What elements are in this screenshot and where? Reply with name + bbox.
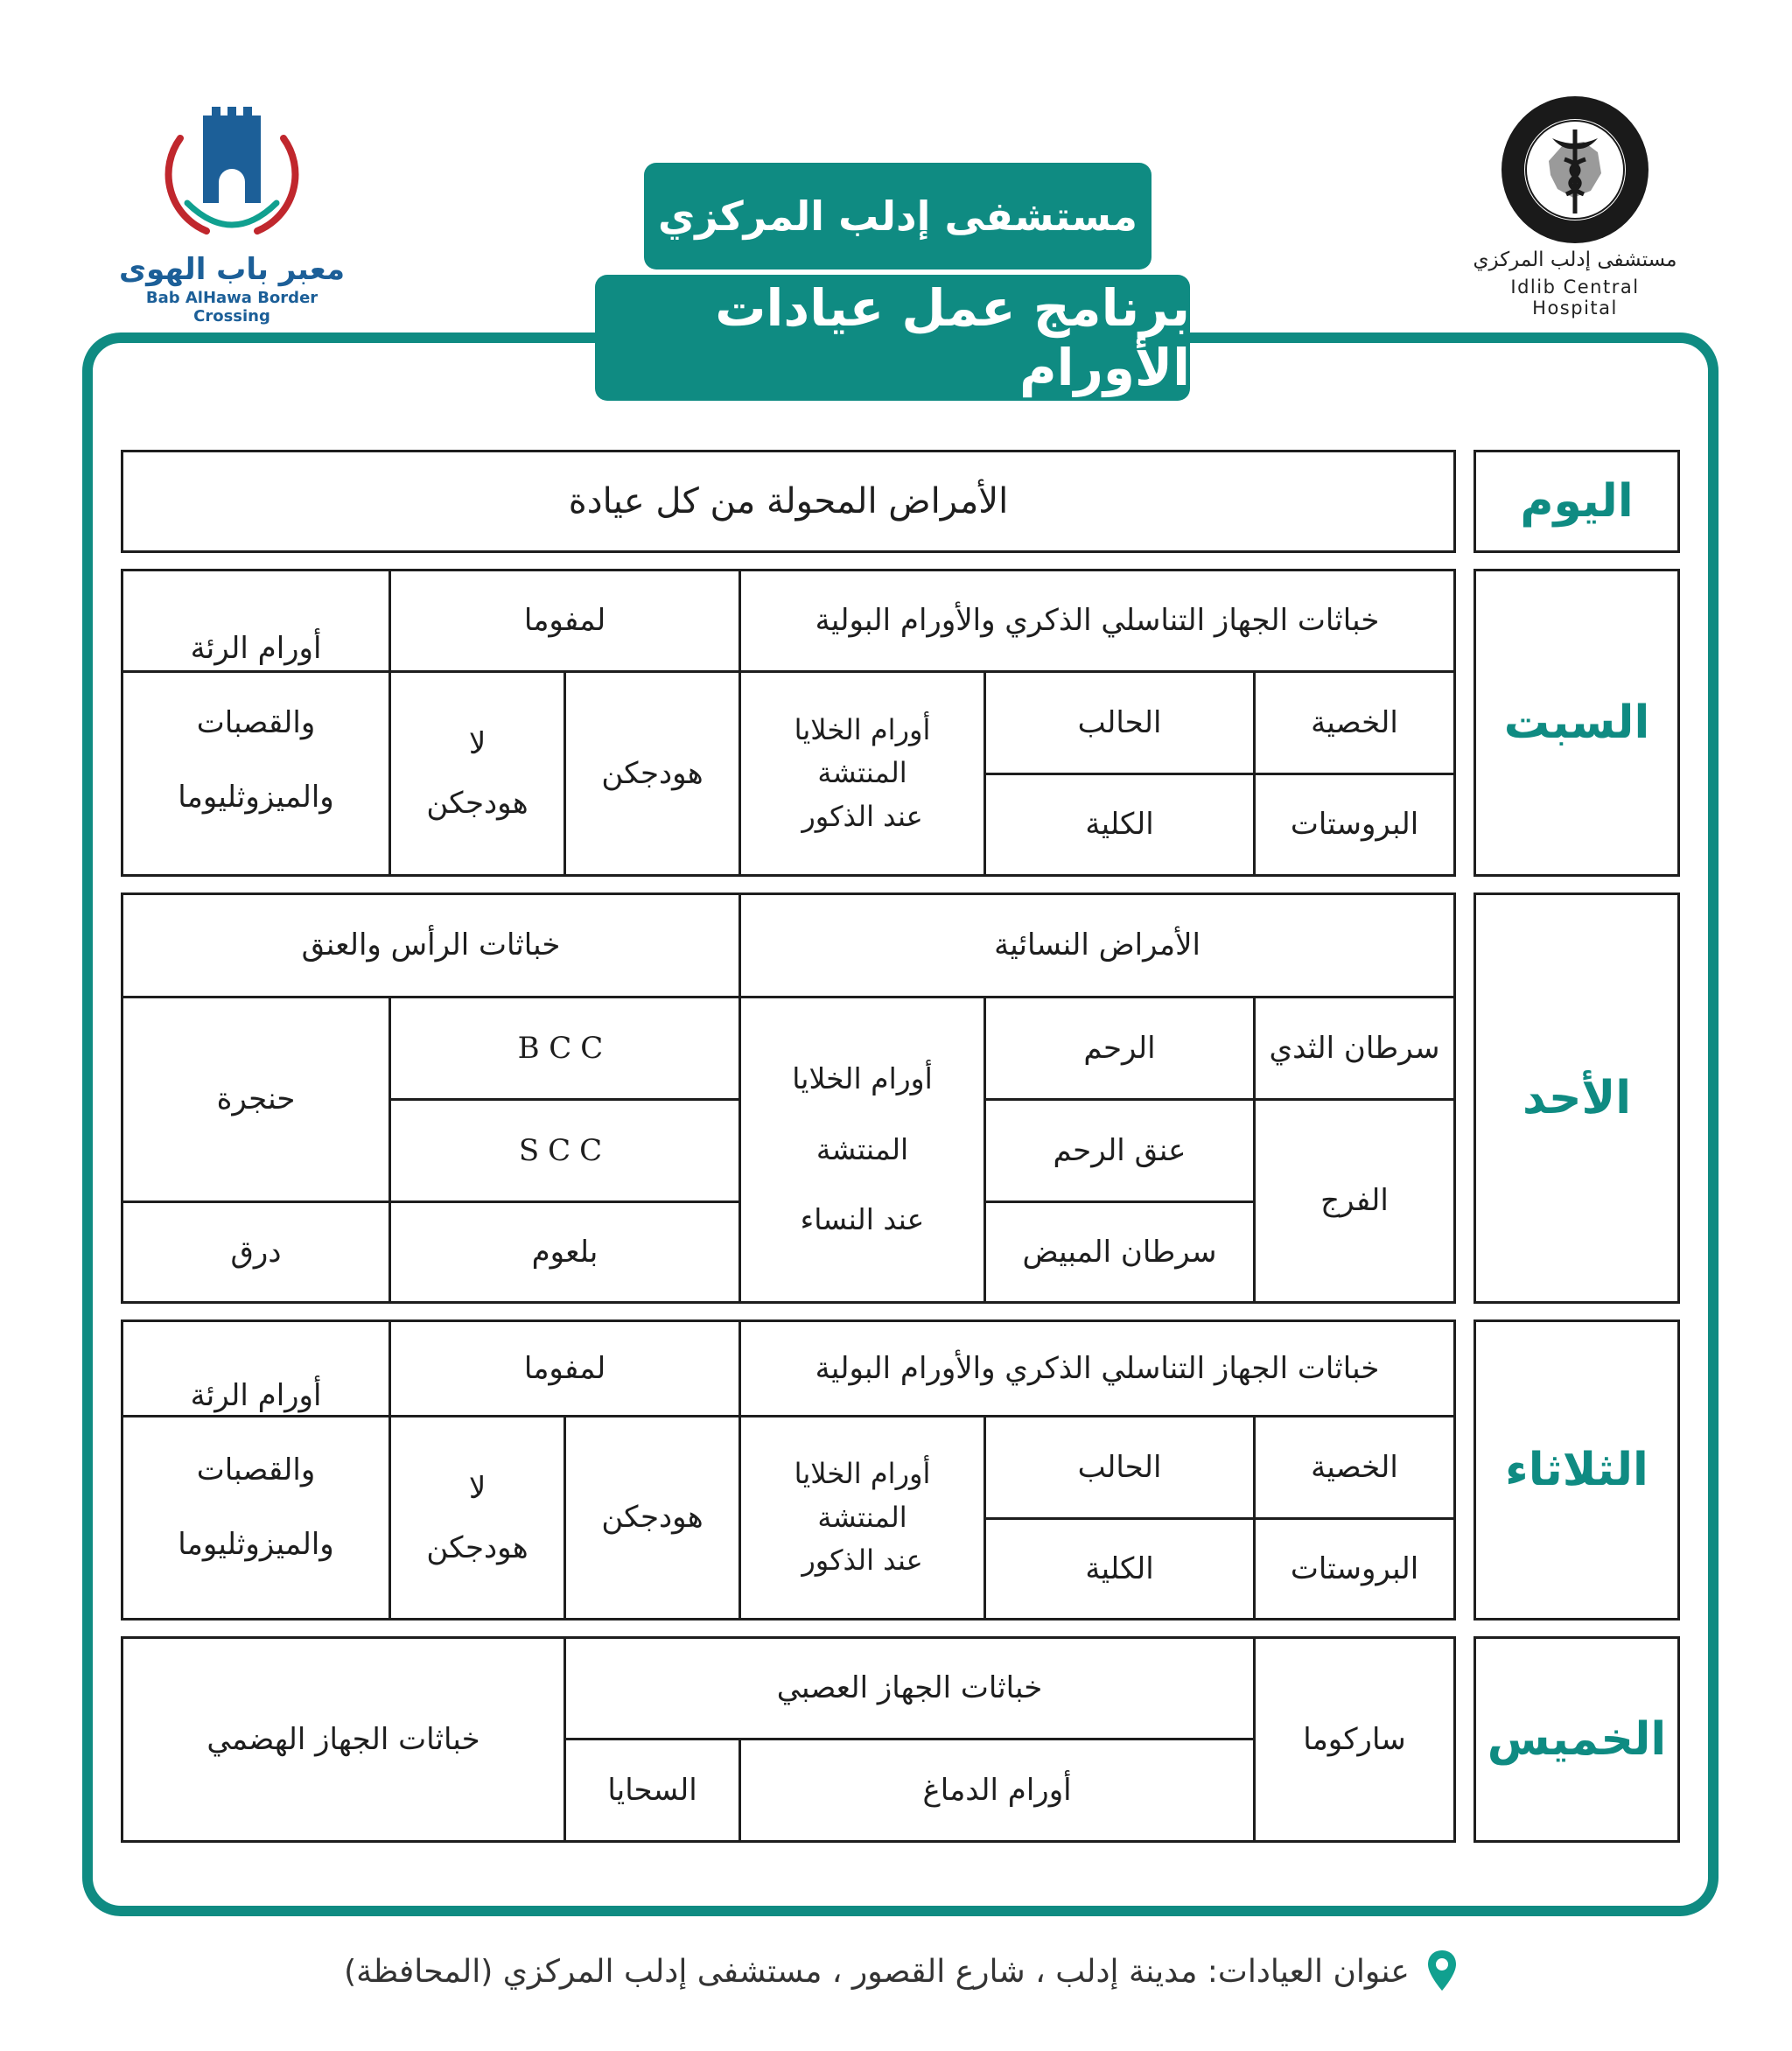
tue-lung: أورام الرئة والقصبات والميزوثليوما [178,1377,334,1562]
day-sunday: الأحد [1474,892,1680,1304]
thu-brain: أورام الدماغ [922,1772,1072,1808]
idlib-hospital-logo [1470,94,1680,318]
sat-non-hodgkin: لا هودجكن [426,726,528,821]
sun-uterus: الرحم [1083,1030,1156,1066]
sunday-block [121,892,1456,1304]
sat-lymphoma: لمفوما [523,603,606,639]
day-tuesday: الثلاثاء [1474,1320,1680,1620]
sun-ovary: سرطان المبيض [1022,1234,1217,1270]
diseases-column-header: الأمراض المحولة من كل عيادة [121,450,1456,553]
hospital-badge: مستشفى إدلب المركزي [644,163,1152,270]
sun-scc: SCC [518,1132,612,1168]
sun-vulva: الفرج [1320,1183,1389,1219]
sun-bcc: BCC [517,1030,612,1066]
thu-neuro: خباثات الجهاز العصبي [776,1670,1043,1706]
thursday-block [121,1636,1456,1843]
sun-germ-cell: أورام الخلايا المنتشة عند النساء [792,1060,933,1237]
sun-thyroid: درق [230,1234,282,1270]
address-footer [298,1941,1505,2002]
day-thursday: الخميس [1474,1636,1680,1843]
thu-meninges: السحايا [607,1772,697,1808]
sun-gynecology: الأمراض النسائية [994,928,1200,963]
sat-testis: الخصية [1311,704,1398,740]
day-column-header: اليوم [1474,450,1680,553]
crossing-name-en: Bab AlHawa Border Crossing [145,289,318,326]
hospital-name-en: Idlib Central Hospital [1510,276,1640,318]
sat-male-uro: خباثات الجهاز التناسلي الذكري والأورام البولية [815,603,1380,639]
tue-male-uro: خباثات الجهاز التناسلي الذكري والأورام البولية [815,1350,1380,1386]
sun-pharynx: بلعوم [531,1234,598,1270]
tue-ureter: الحالب [1077,1449,1162,1485]
tue-hodgkin: هودجكن [601,1500,704,1536]
tue-non-hodgkin: لا هودجكن [426,1470,528,1565]
sun-larynx: حنجرة [216,1082,296,1117]
tue-kidney: الكلية [1085,1550,1154,1586]
saturday-block [121,569,1456,877]
sun-breast: سرطان الثدي [1269,1030,1440,1066]
border-gate-icon [158,98,306,247]
sat-germ-cell: أورام الخلايا المنتشة عند الذكور [794,712,931,833]
sat-kidney: الكلية [1085,807,1154,843]
sun-cervix: عنق الرحم [1053,1132,1186,1168]
page-title: برنامج عمل عيادات الأورام [595,275,1190,401]
address-text: عنوان العيادات: مدينة إدلب ، شارع القصور ، مستشفى إدلب المركزي (المحافظة) [344,1953,1410,1990]
sams-seal-icon [1500,94,1650,245]
location-pin-icon [1425,1949,1459,1994]
sun-head-neck: خباثات الرأس والعنق [301,928,561,963]
sat-prostate: البروستات [1290,807,1419,843]
bab-alhawa-logo [105,98,359,326]
crossing-name-ar: معبر باب الهوى [119,252,345,287]
tue-prostate: البروستات [1290,1550,1419,1586]
thu-gi: خباثات الجهاز الهضمي [206,1721,480,1757]
sat-ureter: الحالب [1077,704,1162,740]
sat-lung: أورام الرئة والقصبات والميزوثليوما [178,630,334,815]
tue-lymphoma: لمفوما [523,1350,606,1386]
sat-hodgkin: هودجكن [601,755,704,791]
tuesday-block [121,1320,1456,1620]
day-saturday: السبت [1474,569,1680,877]
tue-testis: الخصية [1311,1449,1398,1485]
tue-germ-cell: أورام الخلايا المنتشة عند الذكور [794,1457,931,1578]
thu-sarcoma: ساركوما [1303,1721,1406,1757]
hospital-name-ar: مستشفى إدلب المركزي [1473,248,1677,271]
